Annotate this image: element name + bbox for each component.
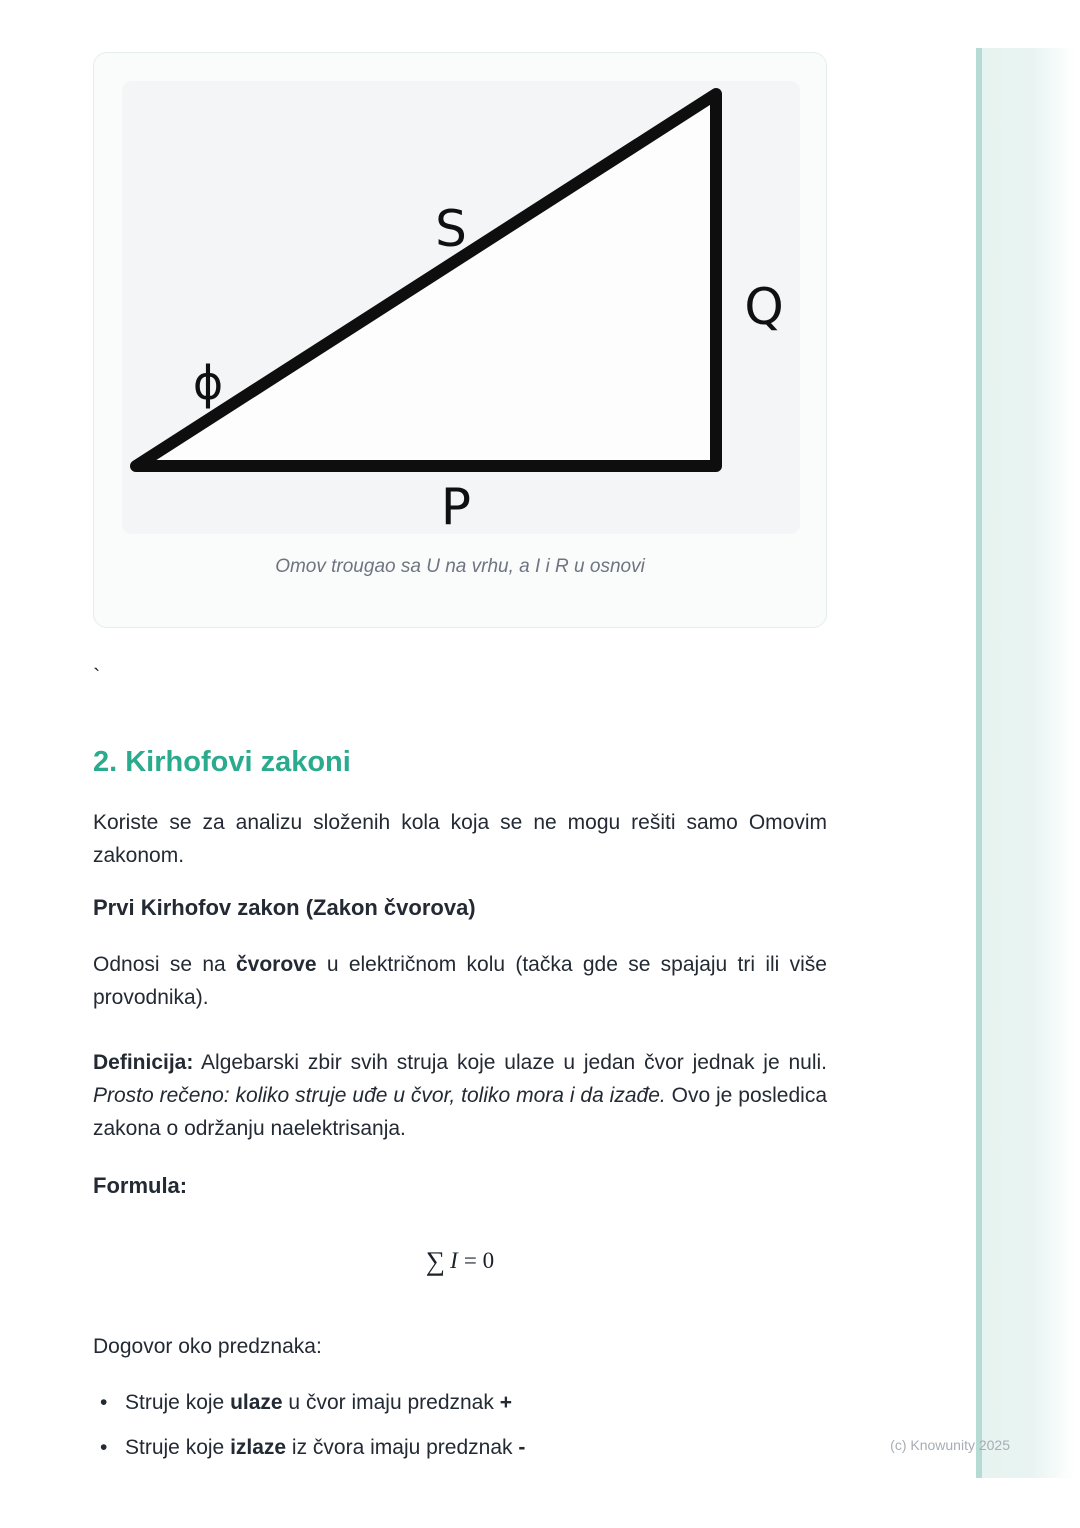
triangle-label-hypotenuse: S: [435, 200, 467, 258]
stray-backtick: `: [93, 664, 101, 689]
list-item: [93, 1386, 827, 1419]
copyright-notice: (c) Knowunity 2025: [890, 1437, 1010, 1453]
sign-convention-list: [93, 1386, 827, 1476]
formula-rhs: = 0: [463, 1248, 495, 1273]
definition-label: Definicija:: [93, 1051, 194, 1074]
subsection-heading: Prvi Kirhofov zakon (Zakon čvorova): [93, 895, 476, 920]
paragraph-text: Odnosi se na: [93, 953, 236, 976]
summation-symbol: ∑: [425, 1246, 446, 1276]
paragraph-bold-text: ulaze: [230, 1391, 283, 1414]
paragraph-text: u električnom kolu (tačka gde se spajaju tri ili više provodnika).: [93, 953, 827, 1009]
section-heading: 2. Kirhofovi zakoni: [93, 746, 351, 778]
paragraph-text: iz čvora imaju predznak: [286, 1436, 519, 1459]
figure-card: [93, 52, 827, 628]
paragraph-text: Ovo je posledica zakona o održanju naelektrisanja.: [93, 1084, 827, 1140]
triangle-label-vertical: Q: [744, 278, 784, 336]
nodes-paragraph: [93, 948, 827, 1014]
right-accent-bar: [976, 48, 1073, 1478]
paragraph-italic-text: Prosto rečeno: koliko struje uđe u čvor, toliko mora i da izađe.: [93, 1084, 666, 1107]
bullet-marker: •: [100, 1436, 108, 1459]
triangle-label-phase-angle: ϕ: [192, 356, 224, 410]
list-item-text: [125, 1386, 512, 1419]
power-triangle-figure: [122, 81, 800, 534]
paragraph-bold-text: čvorove: [236, 953, 317, 976]
sign-convention-label: Dogovor oko predznaka:: [93, 1335, 322, 1358]
bullet-marker: •: [100, 1391, 108, 1414]
triangle-label-base: P: [440, 478, 472, 536]
sign-symbol: -: [518, 1436, 526, 1459]
intro-paragraph: Koriste se za analizu složenih kola koja se ne mogu rešiti samo Omovim zakonom.: [93, 811, 827, 867]
sign-symbol: +: [499, 1391, 512, 1414]
paragraph-text: Algebarski zbir svih struja koje ulaze u jedan čvor jednak je nuli.: [193, 1051, 827, 1074]
formula-label: Formula:: [93, 1173, 188, 1198]
definition-paragraph: [93, 1046, 827, 1145]
kcl-formula: [93, 1246, 827, 1277]
power-triangle-diagram: [122, 81, 800, 534]
figure-caption: Omov trougao sa U na vrhu, a I i R u osnovi: [275, 556, 645, 577]
paragraph-text: Struje koje: [125, 1436, 231, 1459]
list-item: [93, 1431, 827, 1464]
paragraph-text: u čvor imaju predznak: [282, 1391, 500, 1414]
paragraph-bold-text: izlaze: [230, 1436, 287, 1459]
paragraph-text: Struje koje: [125, 1391, 231, 1414]
formula-variable: I: [450, 1248, 458, 1273]
list-item-text: [125, 1431, 525, 1464]
